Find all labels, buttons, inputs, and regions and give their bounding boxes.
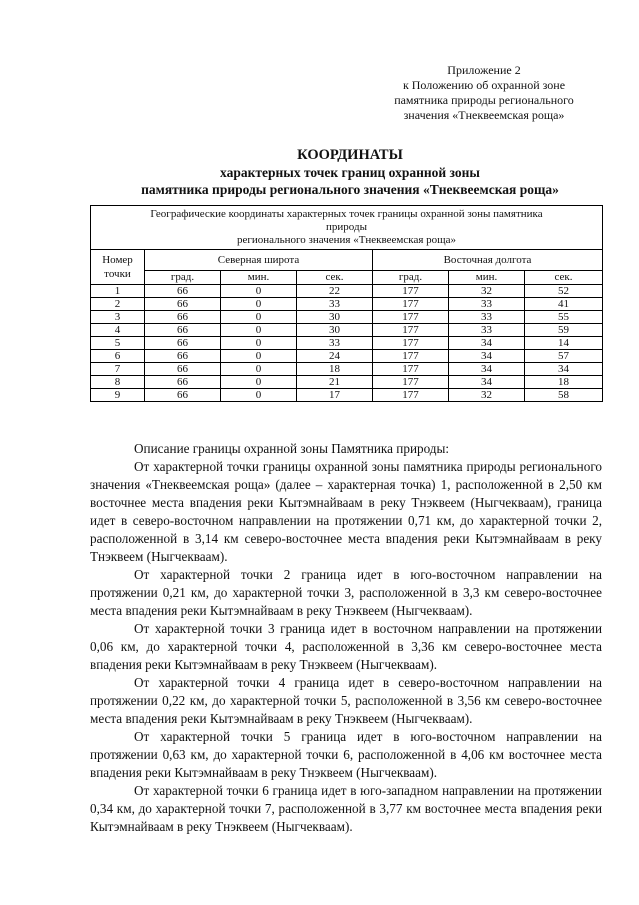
table-cell: 177 xyxy=(373,337,449,350)
table-cell: 66 xyxy=(145,350,221,363)
table-cell: 22 xyxy=(297,285,373,298)
annex-line: памятника природы регионального xyxy=(394,93,574,107)
table-cell: 5 xyxy=(91,337,145,350)
header-text: точки xyxy=(104,268,131,280)
table-cell: 0 xyxy=(221,376,297,389)
table-cell: 52 xyxy=(525,285,603,298)
table-cell: 66 xyxy=(145,363,221,376)
table-cell: 18 xyxy=(297,363,373,376)
table-cell: 30 xyxy=(297,324,373,337)
table-cell: 57 xyxy=(525,350,603,363)
table-cell: 58 xyxy=(525,389,603,402)
table-cell: 0 xyxy=(221,350,297,363)
table-cell: 177 xyxy=(373,363,449,376)
table-cell: 17 xyxy=(297,389,373,402)
column-header-north-latitude: Северная широта xyxy=(145,250,373,271)
caption-line: природы xyxy=(326,221,367,233)
table-body xyxy=(91,285,603,402)
table-cell: 34 xyxy=(449,363,525,376)
table-cell: 32 xyxy=(449,285,525,298)
table-cell: 9 xyxy=(91,389,145,402)
description-paragraph: От характерной точки границы охранной зоны памятника природы регионального значения «Тнеквеемская роща» (далее – характерная точка) 1, расположенной в 2,50 км восточнее места впадения реки Кытэмнайваам в реку Тнэквеем (Ныгчекваам), граница идет в северо-восточном направлении на протяжении 0,71 км, до характерной точки 2, расположенной в 3,14 км северо-восточнее места впадения реки Кытэмнайваам в реку Тнэквеем (Ныгчекваам). xyxy=(90,459,602,564)
table-cell: 18 xyxy=(525,376,603,389)
subheader-deg: град. xyxy=(145,271,221,285)
table-cell: 59 xyxy=(525,324,603,337)
subheader-min: мин. xyxy=(221,271,297,285)
caption-line: регионального значения «Тнеквеемская роща» xyxy=(237,234,456,246)
subheader-sec: сек. xyxy=(297,271,373,285)
table-cell: 55 xyxy=(525,311,603,324)
table-header-row xyxy=(91,250,603,271)
table-cell: 0 xyxy=(221,337,297,350)
table-cell: 177 xyxy=(373,350,449,363)
table-row xyxy=(91,337,603,350)
table-cell: 2 xyxy=(91,298,145,311)
title-line: КООРДИНАТЫ xyxy=(297,147,403,163)
table-cell: 33 xyxy=(449,311,525,324)
table-subheader-row xyxy=(91,271,603,285)
table-cell: 0 xyxy=(221,363,297,376)
table-cell: 14 xyxy=(525,337,603,350)
table-cell: 32 xyxy=(449,389,525,402)
subheader-deg: град. xyxy=(373,271,449,285)
table-cell: 33 xyxy=(449,324,525,337)
table-cell: 33 xyxy=(449,298,525,311)
table-cell: 177 xyxy=(373,324,449,337)
table-cell: 66 xyxy=(145,285,221,298)
table-cell: 24 xyxy=(297,350,373,363)
table-cell: 21 xyxy=(297,376,373,389)
table-cell: 177 xyxy=(373,298,449,311)
table-row xyxy=(91,363,603,376)
description-heading: Описание границы охранной зоны Памятника природы: xyxy=(134,441,450,456)
table-cell: 30 xyxy=(297,311,373,324)
subheader-sec: сек. xyxy=(525,271,603,285)
table-row xyxy=(91,376,603,389)
annex-block xyxy=(378,63,590,123)
description-paragraph: От характерной точки 6 граница идет в юго-западном направлении на протяжении 0,34 км, до характерной точки 7, расположенной в 3,77 км восточнее места впадения реки Кытэмнайваам в реку Тнэквеем (Ныгчекваам). xyxy=(90,783,602,834)
table-caption xyxy=(91,206,603,250)
annex-line: Приложение 2 xyxy=(447,63,521,77)
table-cell: 0 xyxy=(221,324,297,337)
document-title xyxy=(90,147,610,198)
table-cell: 33 xyxy=(297,298,373,311)
table-cell: 0 xyxy=(221,311,297,324)
table-cell: 0 xyxy=(221,298,297,311)
table-cell: 1 xyxy=(91,285,145,298)
table-caption-row xyxy=(91,206,603,250)
caption-line: Географические координаты характерных точек границы охранной зоны памятника xyxy=(150,208,543,220)
table-row xyxy=(91,389,603,402)
table-cell: 66 xyxy=(145,337,221,350)
table-cell: 34 xyxy=(449,337,525,350)
table-row xyxy=(91,298,603,311)
table-cell: 6 xyxy=(91,350,145,363)
table-cell: 8 xyxy=(91,376,145,389)
annex-line: значения «Тнеквеемская роща» xyxy=(403,108,565,122)
table-cell: 33 xyxy=(297,337,373,350)
column-header-east-longitude: Восточная долгота xyxy=(373,250,603,271)
table-cell: 34 xyxy=(525,363,603,376)
table-row xyxy=(91,311,603,324)
table-cell: 66 xyxy=(145,311,221,324)
description-paragraph: От характерной точки 4 граница идет в северо-восточном направлении на протяжении 0,22 км, до характерной точки 5, расположенной в 3,56 км северо-восточнее места впадения реки Кытэмнайваам в реку Тнэквеем (Ныгчекваам). xyxy=(90,675,602,726)
table-cell: 66 xyxy=(145,298,221,311)
column-header-point-number xyxy=(91,250,145,285)
table-cell: 4 xyxy=(91,324,145,337)
table-cell: 177 xyxy=(373,389,449,402)
subheader-min: мин. xyxy=(449,271,525,285)
description-section xyxy=(90,440,602,836)
title-line: памятника природы регионального значения «Тнеквеемская роща» xyxy=(141,182,559,197)
description-paragraph: От характерной точки 5 граница идет в юго-восточном направлении на протяжении 0,63 км, до характерной точки 6, расположенной в 4,06 км восточнее места впадения реки Кытэмнайваам в реку Тнэквеем (Ныгчекваам). xyxy=(90,729,602,780)
table-cell: 66 xyxy=(145,376,221,389)
table-cell: 3 xyxy=(91,311,145,324)
table-row xyxy=(91,350,603,363)
annex-line: к Положению об охранной зоне xyxy=(402,78,566,92)
table-cell: 34 xyxy=(449,376,525,389)
table-cell: 7 xyxy=(91,363,145,376)
table-cell: 0 xyxy=(221,389,297,402)
table-cell: 66 xyxy=(145,389,221,402)
table-cell: 66 xyxy=(145,324,221,337)
description-paragraphs xyxy=(90,458,602,836)
coordinates-table xyxy=(90,205,603,402)
description-paragraph: От характерной точки 2 граница идет в юго-восточном направлении на протяжении 0,21 км, до характерной точки 3, расположенной в 3,3 км северо-восточнее места впадения реки Кытэмнайваам в реку Тнэквеем (Ныгчекваам). xyxy=(90,567,602,618)
table-cell: 0 xyxy=(221,285,297,298)
table-cell: 34 xyxy=(449,350,525,363)
table-row xyxy=(91,324,603,337)
table-cell: 177 xyxy=(373,311,449,324)
table-cell: 41 xyxy=(525,298,603,311)
table-row xyxy=(91,285,603,298)
table-cell: 177 xyxy=(373,376,449,389)
table-cell: 177 xyxy=(373,285,449,298)
header-text: Номер xyxy=(102,254,133,266)
description-paragraph: От характерной точки 3 граница идет в восточном направлении на протяжении 0,06 км, до характерной точки 4, расположенной в 3,36 км северо-восточнее места впадения реки Кытэмнайваам в реку Тнэквеем (Ныгчекваам). xyxy=(90,621,602,672)
title-line: характерных точек границ охранной зоны xyxy=(220,165,480,180)
